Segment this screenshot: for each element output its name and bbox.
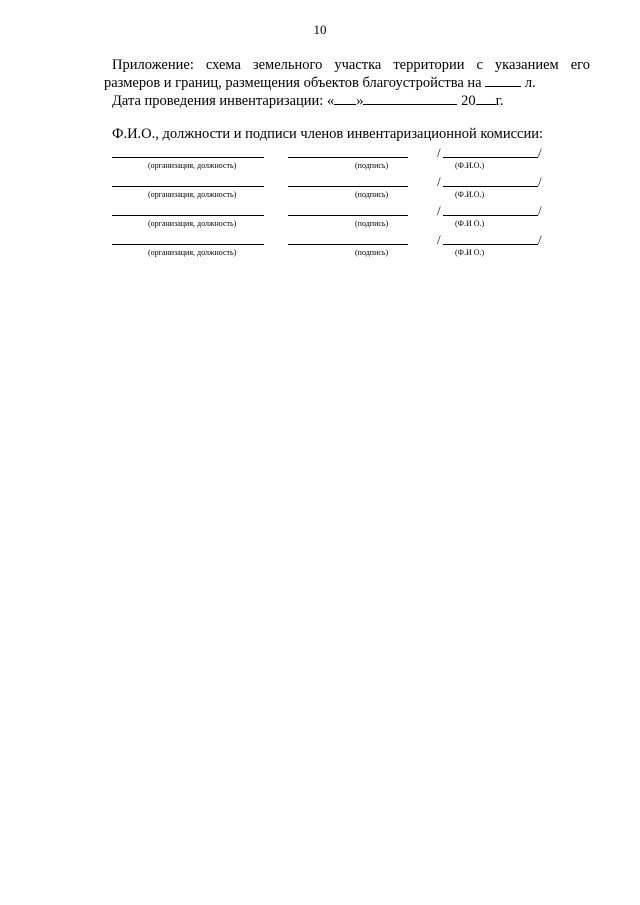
signature-caption: (подпись) bbox=[355, 190, 389, 199]
appendix-word: участка bbox=[334, 57, 382, 73]
org-position-line[interactable] bbox=[112, 186, 264, 187]
full-name-caption: (Ф.И.О.) bbox=[455, 190, 485, 199]
appendix-line-2-text: размеров и границ, размещения объектов благоустройства на bbox=[104, 75, 482, 91]
signature-row bbox=[0, 204, 640, 232]
appendix-paragraph bbox=[104, 57, 590, 92]
slash-right: / bbox=[538, 174, 542, 189]
month-blank[interactable] bbox=[363, 92, 457, 105]
inventory-date-line bbox=[112, 92, 590, 110]
org-position-caption: (организация, должность) bbox=[148, 190, 237, 199]
slash-left: / bbox=[437, 232, 441, 247]
slash-right: / bbox=[538, 203, 542, 218]
appendix-line-1 bbox=[112, 57, 590, 74]
full-name-line[interactable] bbox=[443, 157, 538, 158]
signature-line[interactable] bbox=[288, 215, 408, 216]
appendix-word: земельного bbox=[252, 57, 323, 73]
page-number: 10 bbox=[313, 22, 327, 37]
appendix-word: указанием bbox=[494, 57, 559, 73]
full-name-line[interactable] bbox=[443, 186, 538, 187]
slash-left: / bbox=[437, 203, 441, 218]
date-suffix: г. bbox=[495, 93, 504, 109]
sheet-count-blank[interactable] bbox=[485, 74, 521, 87]
full-name-line[interactable] bbox=[443, 215, 538, 216]
signature-caption: (подпись) bbox=[355, 248, 389, 257]
appendix-word: Приложение: bbox=[112, 57, 194, 73]
appendix-word: территории bbox=[393, 57, 465, 73]
full-name-caption: (Ф.И.О.) bbox=[455, 161, 485, 170]
full-name-caption: (Ф.И О.) bbox=[455, 248, 485, 257]
commission-title: Ф.И.О., должности и подписи членов инвентаризационной комиссии: bbox=[112, 126, 544, 142]
date-prefix: Дата проведения инвентаризации: « bbox=[112, 93, 335, 109]
org-position-line[interactable] bbox=[112, 244, 264, 245]
signature-caption: (подпись) bbox=[355, 161, 389, 170]
slash-left: / bbox=[437, 174, 441, 189]
signature-line[interactable] bbox=[288, 244, 408, 245]
day-blank[interactable] bbox=[334, 92, 356, 105]
signature-line[interactable] bbox=[288, 157, 408, 158]
full-name-line[interactable] bbox=[443, 244, 538, 245]
date-middle: » bbox=[356, 93, 364, 109]
appendix-line-2-suffix: л. bbox=[524, 75, 536, 91]
signature-line[interactable] bbox=[288, 186, 408, 187]
signature-caption: (подпись) bbox=[355, 219, 389, 228]
org-position-caption: (организация, должность) bbox=[148, 219, 237, 228]
org-position-caption: (организация, должность) bbox=[148, 161, 237, 170]
signature-row bbox=[0, 175, 640, 203]
year-prefix: 20 bbox=[461, 93, 476, 109]
full-name-caption: (Ф.И О.) bbox=[455, 219, 485, 228]
appendix-line-2 bbox=[104, 74, 590, 92]
appendix-word: схема bbox=[205, 57, 241, 73]
org-position-line[interactable] bbox=[112, 157, 264, 158]
slash-left: / bbox=[437, 145, 441, 160]
appendix-word: его bbox=[570, 57, 590, 73]
appendix-word: с bbox=[476, 57, 483, 73]
org-position-line[interactable] bbox=[112, 215, 264, 216]
slash-right: / bbox=[538, 232, 542, 247]
org-position-caption: (организация, должность) bbox=[148, 248, 237, 257]
signature-row bbox=[0, 233, 640, 261]
signature-row bbox=[0, 146, 640, 174]
year-blank[interactable] bbox=[476, 92, 496, 105]
slash-right: / bbox=[538, 145, 542, 160]
